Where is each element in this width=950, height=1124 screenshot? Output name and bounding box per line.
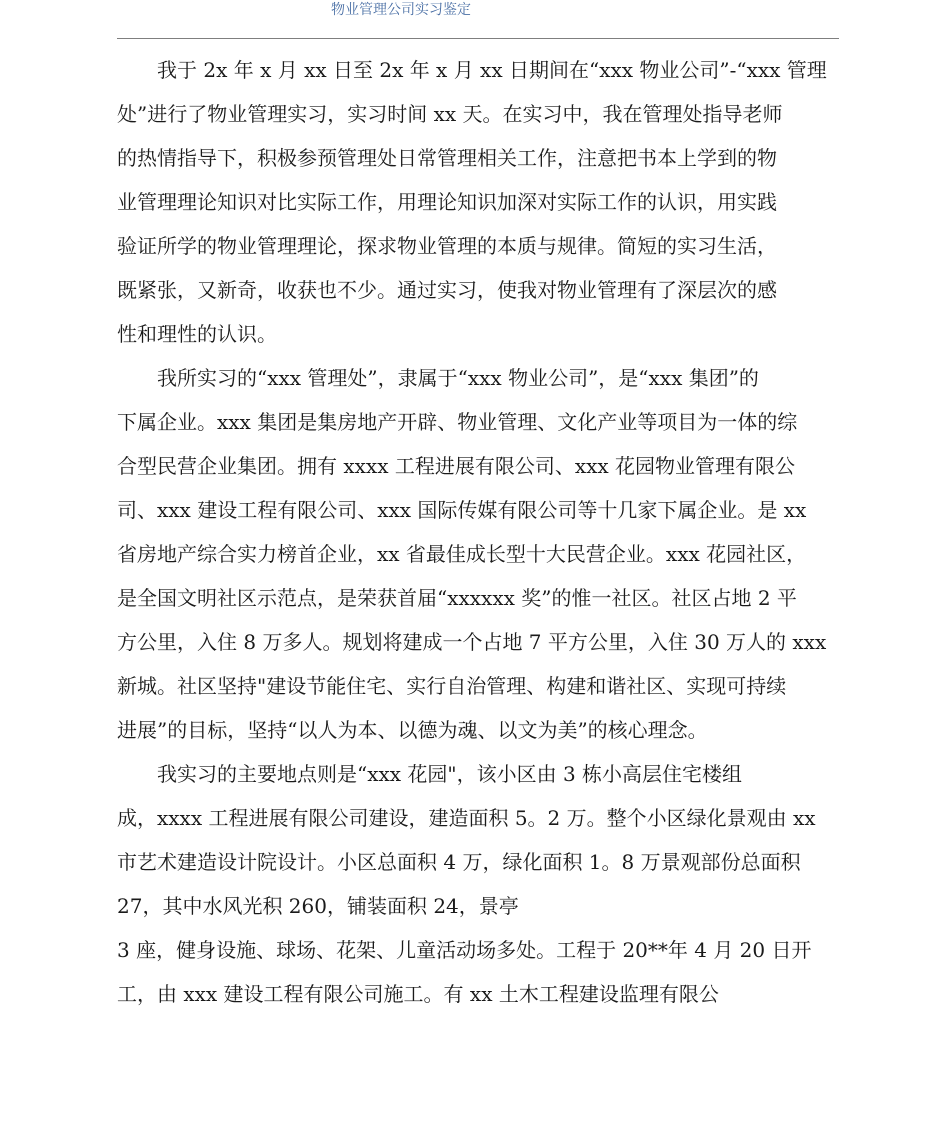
paragraph-line: 性和理性的认识。: [117, 322, 277, 346]
paragraph-line: 是全国文明社区示范点，是荣获首届“xxxxxx 奖”的惟一社区。社区占地 2 平: [117, 586, 797, 610]
paragraph-line: 的热情指导下，积极参预管理处日常管理相关工作，注意把书本上学到的物: [117, 146, 777, 170]
paragraph-line: 合型民营企业集团。拥有 xxxx 工程进展有限公司、xxx 花园物业管理有限公: [117, 454, 796, 478]
paragraph-line: 既紧张，又新奇，收获也不少。通过实习，使我对物业管理有了深层次的感: [117, 278, 777, 302]
paragraph-line: 成，xxxx 工程进展有限公司建设，建造面积 5。2 万。整个小区绿化景观由 xx: [117, 806, 816, 830]
running-header: 物业管理公司实习鉴定: [331, 2, 471, 18]
paragraph-line: 下属企业。xxx 集团是集房地产开辟、物业管理、文化产业等项目为一体的综: [117, 410, 798, 434]
paragraph-line: 业管理理论知识对比实际工作，用理论知识加深对实际工作的认识，用实践: [117, 190, 777, 214]
paragraph-line: 新城。社区坚持"建设节能住宅、实行自治管理、构建和谐社区、实现可持续: [117, 674, 787, 698]
paragraph-line: 方公里，入住 8 万多人。规划将建成一个占地 7 平方公里，入住 30 万人的 xxx: [117, 630, 827, 654]
paragraph-line: 省房地产综合实力榜首企业，xx 省最佳成长型十大民营企业。xxx 花园社区，: [117, 542, 807, 566]
header-rule: [117, 38, 839, 39]
paragraph-line: 27，其中水风光积 260，铺装面积 24，景亭: [117, 894, 519, 918]
paragraph-internship-overview: [117, 48, 839, 356]
paragraph-line: 市艺术建造设计院设计。小区总面积 4 万，绿化面积 1。8 万景观部份总面积: [117, 850, 801, 874]
paragraph-internship-site: [117, 752, 839, 1016]
paragraph-line: 司、xxx 建设工程有限公司、xxx 国际传媒有限公司等十几家下属企业。是 xx: [117, 498, 807, 522]
paragraph-line: 3 座，健身设施、球场、花架、儿童活动场多处。工程于 20**年 4 月 20 日开: [117, 938, 812, 962]
paragraph-company-background: [117, 356, 839, 752]
paragraph-line: 处”进行了物业管理实习，实习时间 xx 天。在实习中，我在管理处指导老师: [117, 102, 783, 126]
document-body: [117, 48, 839, 1016]
paragraph-line: 进展”的目标，坚持“以人为本、以德为魂、以文为美”的核心理念。: [117, 718, 708, 742]
paragraph-line: 我所实习的“xxx 管理处”，隶属于“xxx 物业公司”，是“xxx 集团”的: [157, 366, 759, 390]
paragraph-line: 我实习的主要地点则是“xxx 花园"，该小区由 3 栋小高层住宅楼组: [157, 762, 743, 786]
paragraph-line: 我于 2x 年 x 月 xx 日至 2x 年 x 月 xx 日期间在“xxx 物业公司”-“xxx 管理: [157, 58, 827, 82]
paragraph-line: 验证所学的物业管理理论，探求物业管理的本质与规律。简短的实习生活，: [117, 234, 777, 258]
paragraph-line: 工，由 xxx 建设工程有限公司施工。有 xx 土木工程建设监理有限公: [117, 982, 719, 1006]
